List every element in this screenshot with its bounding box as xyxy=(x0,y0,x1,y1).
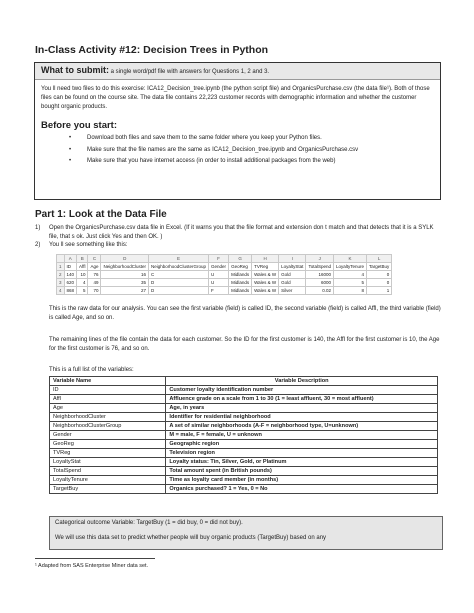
column-letter: E xyxy=(149,255,209,263)
cell: 35 xyxy=(101,279,149,287)
variable-name: LoyaltyStat xyxy=(50,458,166,467)
cell: Age xyxy=(88,263,101,271)
cell: Gold xyxy=(279,279,306,287)
cell: TotalSpend xyxy=(306,263,334,271)
variable-description: Age, in years xyxy=(166,404,438,413)
table-row xyxy=(50,386,438,395)
cell: 5 xyxy=(77,287,88,295)
cell: Wales & W xyxy=(252,271,279,279)
cell: 0 xyxy=(367,271,392,279)
variable-name: Affl xyxy=(50,395,166,404)
instruction-text: You ll see something like this: xyxy=(49,242,128,248)
table-row xyxy=(50,485,438,494)
variable-description: Customer loyalty identification number xyxy=(166,386,438,395)
row-number: 4 xyxy=(57,287,65,295)
cell: 620 xyxy=(64,279,77,287)
instruction-1 xyxy=(35,224,434,242)
cell: 27 xyxy=(101,287,149,295)
row-number: 3 xyxy=(57,279,65,287)
bullet-item: • Make sure that you have internet access (in order to install additional packages from the web) xyxy=(87,157,440,166)
cell: 0 xyxy=(367,279,392,287)
table-row xyxy=(50,458,438,467)
before-you-start-heading: Before you start: xyxy=(41,120,118,131)
variable-description: Organics purchased? 1 = Yes, 0 = No xyxy=(166,485,438,494)
outcome-usage-text: We will use this data set to predict whether people will buy organic products (TargetBuy) based on any xyxy=(55,535,327,541)
cell: TVReg xyxy=(252,263,279,271)
column-letters-row xyxy=(57,255,392,263)
cell: Affl xyxy=(77,263,88,271)
cell: NeighborhoodClusterGroup xyxy=(149,263,209,271)
column-letter: H xyxy=(252,255,279,263)
table-row xyxy=(50,422,438,431)
column-letter: F xyxy=(209,255,229,263)
variable-name: NeighborhoodCluster xyxy=(50,413,166,422)
cell: 4 xyxy=(333,271,366,279)
table-row xyxy=(50,395,438,404)
table-row xyxy=(50,440,438,449)
instruction-text: Open the OrganicsPurchase.csv data file in Excel. (If it warns you that the file format and extension don t match and that detects that it is a SYLK file, that s ok. Just click Yes and then OK. ) xyxy=(49,225,434,240)
cell: 4 xyxy=(77,279,88,287)
document-title: In-Class Activity #12: Decision Trees in Python xyxy=(35,44,269,56)
variable-description: Television region xyxy=(166,449,438,458)
variable-description: Loyalty status: Tin, Silver, Gold, or Platinum xyxy=(166,458,438,467)
variable-name: TVReg xyxy=(50,449,166,458)
cell: 70 xyxy=(88,287,101,295)
cell: ID xyxy=(64,263,77,271)
bullet-item: • Make sure that the file names are the same as ICA12_Decision_tree.ipynb and OrganicsPurchase.csv xyxy=(87,146,440,155)
spreadsheet-row xyxy=(57,279,392,287)
column-letter: D xyxy=(101,255,149,263)
column-letter: A xyxy=(64,255,77,263)
spreadsheet-row xyxy=(57,263,392,271)
row-number: 2 xyxy=(57,271,65,279)
cell: 1 xyxy=(367,287,392,295)
variable-name: ID xyxy=(50,386,166,395)
table-row xyxy=(50,404,438,413)
instruction-number: 1) xyxy=(35,225,41,231)
variable-description: Time as loyalty card member (in months) xyxy=(166,476,438,485)
cell: 76 xyxy=(88,271,101,279)
cell: U xyxy=(209,279,229,287)
part1-heading: Part 1: Look at the Data File xyxy=(35,209,167,220)
variable-description: Total amount spent (in British pounds) xyxy=(166,467,438,476)
outcome-box xyxy=(49,516,443,550)
table-row xyxy=(50,431,438,440)
variable-name: LoyaltyTenure xyxy=(50,476,166,485)
before-you-start-list xyxy=(35,134,440,166)
variables-table xyxy=(49,376,438,494)
table-row xyxy=(50,476,438,485)
cell: 16 xyxy=(101,271,149,279)
explanation-paragraph: This is the raw data for our analysis. You can see the first variable (field) is called ID, the second variable (field) is called Affl, the third variable (field) is called Age, and so on. xyxy=(49,306,441,321)
cell: Wales & W xyxy=(252,279,279,287)
cell: D xyxy=(149,279,209,287)
what-to-submit-bar xyxy=(35,63,440,80)
instruction-number: 2) xyxy=(35,242,41,248)
variable-name: Age xyxy=(50,404,166,413)
variable-description: Identifier for residential neighborhood xyxy=(166,413,438,422)
column-letter: G xyxy=(229,255,252,263)
cell: LoyaltyStat xyxy=(279,263,306,271)
cell: Silver xyxy=(279,287,306,295)
what-to-submit-text: a single word/pdf file with answers for Questions 1, 2 and 3. xyxy=(110,69,270,75)
cell: 140 xyxy=(64,271,77,279)
row-number: 1 xyxy=(57,263,65,271)
column-header: Variable Name xyxy=(50,377,166,386)
variable-description: A set of similar neighborhoods (A-F = neighborhood type, U=unknown) xyxy=(166,422,438,431)
cell: 0.02 xyxy=(306,287,334,295)
cell: Gender xyxy=(209,263,229,271)
cell: 10 xyxy=(77,271,88,279)
cell: D xyxy=(149,287,209,295)
column-letter: K xyxy=(333,255,366,263)
cell: 868 xyxy=(64,287,77,295)
cell: 8 xyxy=(333,287,366,295)
variables-intro: This is a full list of the variables: xyxy=(49,367,134,373)
corner-cell xyxy=(57,255,65,263)
cell: F xyxy=(209,287,229,295)
what-to-submit-heading: What to submit: xyxy=(41,65,109,75)
table-row xyxy=(50,413,438,422)
cell: Midlands xyxy=(229,287,252,295)
footnote: ¹ Adapted from SAS Enterprise Miner data set. xyxy=(35,563,149,569)
spreadsheet-preview xyxy=(56,254,392,295)
cell: GeoReg xyxy=(229,263,252,271)
column-letter: L xyxy=(367,255,392,263)
variable-description: Affluence grade on a scale from 1 to 30 (1 = least affluent, 30 = most affluent) xyxy=(166,395,438,404)
cell: Midlands xyxy=(229,271,252,279)
variable-description: Geographic region xyxy=(166,440,438,449)
table-row xyxy=(50,449,438,458)
spreadsheet-row xyxy=(57,271,392,279)
variable-name: GeoReg xyxy=(50,440,166,449)
variable-description: M = male, F = female, U = unknown xyxy=(166,431,438,440)
cell: Gold xyxy=(279,271,306,279)
cell: 16000 xyxy=(306,271,334,279)
column-letter: I xyxy=(279,255,306,263)
table-row xyxy=(50,467,438,476)
cell: LoyaltyTenure xyxy=(333,263,366,271)
variable-name: TotalSpend xyxy=(50,467,166,476)
outcome-variable-text: Categorical outcome Variable: TargetBuy (1 = did buy, 0 = did not buy). xyxy=(55,520,243,526)
variables-header-row xyxy=(50,377,438,386)
column-letter: B xyxy=(77,255,88,263)
cell: NeighborhoodCluster xyxy=(101,263,149,271)
column-letter: C xyxy=(88,255,101,263)
footnote-divider xyxy=(35,558,155,559)
submission-box xyxy=(34,62,441,200)
cell: TargetBuy xyxy=(367,263,392,271)
instruction-2 xyxy=(35,241,434,250)
files-paragraph: You ll need two files to do this exercise: ICA12_Decision_tree.ipynb (the python script file) and OrganicsPurchase.csv (the data file¹). Both of those files can be found on the course site. The data file contains 22,223 customer records with demographic information and whether the customer bought organic products. xyxy=(41,86,430,110)
variable-name: NeighborhoodClusterGroup xyxy=(50,422,166,431)
variable-name: TargetBuy xyxy=(50,485,166,494)
variable-name: Gender xyxy=(50,431,166,440)
cell: 49 xyxy=(88,279,101,287)
column-header: Variable Description xyxy=(166,377,438,386)
cell: 6000 xyxy=(306,279,334,287)
cell: 5 xyxy=(333,279,366,287)
cell: C xyxy=(149,271,209,279)
column-letter: J xyxy=(306,255,334,263)
spreadsheet-row xyxy=(57,287,392,295)
cell: Wales & W xyxy=(252,287,279,295)
cell: Midlands xyxy=(229,279,252,287)
explanation-paragraph: The remaining lines of the file contain the data for each customer. So the ID for the first customer is 140, the Affl for the first customer is 10, the Age for the first customer is 76, and so on. xyxy=(49,337,440,352)
cell: U xyxy=(209,271,229,279)
bullet-item: • Download both files and save them to the same folder where you keep your Python files. xyxy=(87,134,440,143)
